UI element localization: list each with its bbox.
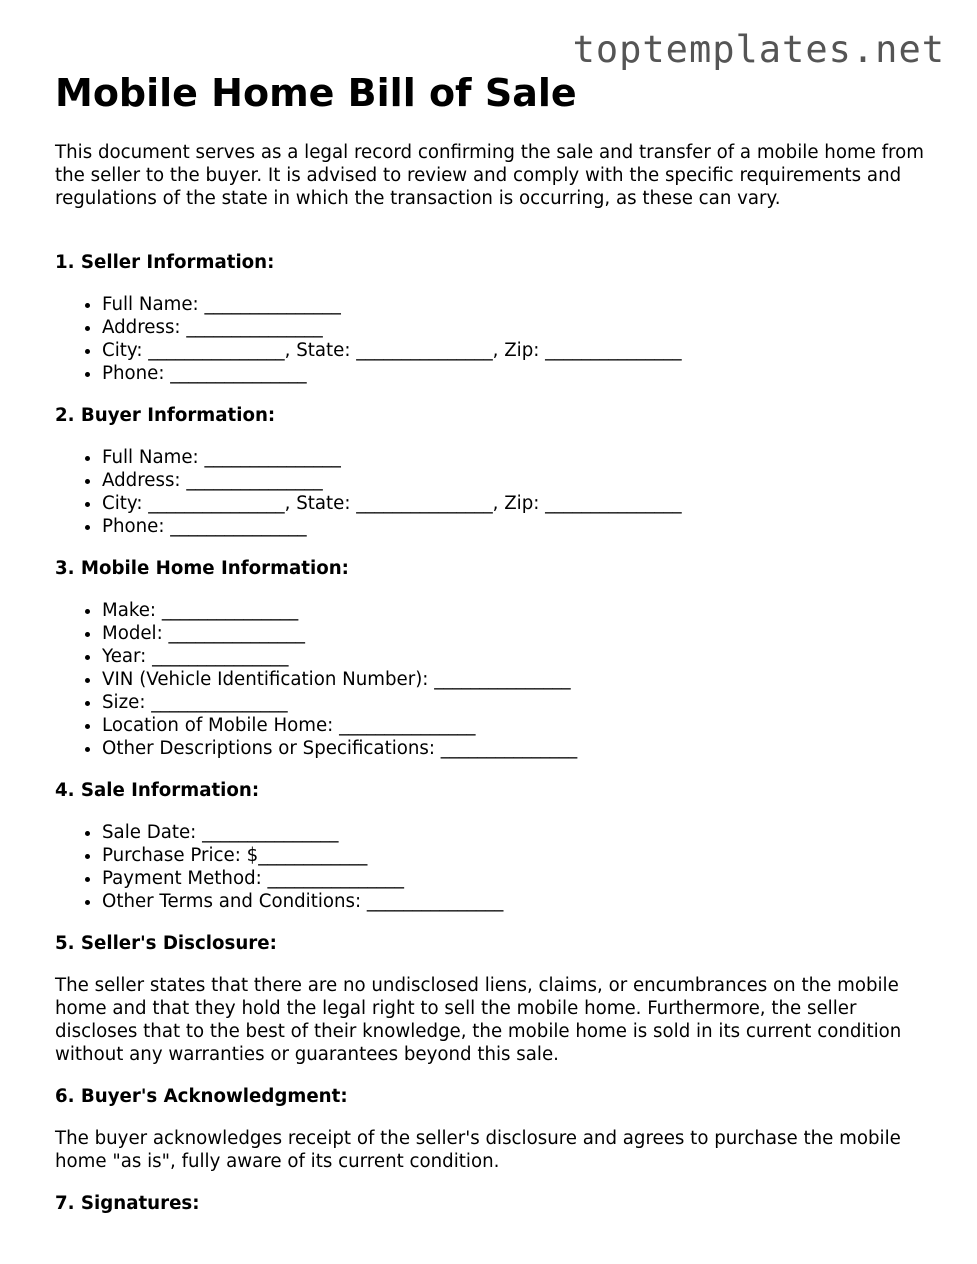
list-item: • Other Terms and Conditions: _______________	[102, 890, 935, 913]
buyers-acknowledgment-section	[55, 1085, 935, 1173]
seller-information-section	[55, 251, 935, 385]
list-item: • Year: _______________	[102, 645, 935, 668]
mobile-home-fields-list	[55, 599, 935, 760]
list-item: • Phone: _______________	[102, 362, 935, 385]
list-item: • Address: _______________	[102, 316, 935, 339]
list-item: • Purchase Price: $____________	[102, 844, 935, 867]
section-heading: 4. Sale Information:	[55, 780, 260, 801]
list-item: • Model: _______________	[102, 622, 935, 645]
section-heading: 5. Seller's Disclosure:	[55, 933, 277, 954]
list-item: • Full Name: _______________	[102, 446, 935, 469]
document-body	[55, 251, 935, 1234]
list-item: • Payment Method: _______________	[102, 867, 935, 890]
disclosure-paragraph: The seller states that there are no undisclosed liens, claims, or encumbrances on the mobile home and that they hold the legal right to sell the mobile home. Furthermore, the seller discloses that to the best of their knowledge, the mobile home is sold in its current condition without any warranties or guarantees beyond this sale.	[55, 975, 902, 1065]
section-heading: 2. Buyer Information:	[55, 405, 276, 426]
list-item: • City: _______________, State: _______________, Zip: _______________	[102, 492, 935, 515]
buyer-fields-list	[55, 446, 935, 538]
section-heading: 6. Buyer's Acknowledgment:	[55, 1086, 348, 1107]
section-heading: 3. Mobile Home Information:	[55, 558, 349, 579]
list-item: • VIN (Vehicle Identification Number): _______________	[102, 668, 935, 691]
intro-paragraph: This document serves as a legal record confirming the sale and transfer of a mobile home from the seller to the buyer. It is advised to review and comply with the specific requirements and regulations of the state in which the transaction is occurring, as these can vary.	[55, 142, 924, 209]
list-item: • Sale Date: _______________	[102, 821, 935, 844]
list-item: • Full Name: _______________	[102, 293, 935, 316]
acknowledgment-paragraph: The buyer acknowledges receipt of the seller's disclosure and agrees to purchase the mobile home "as is", fully aware of its current condition.	[55, 1128, 901, 1172]
list-item: • Phone: _______________	[102, 515, 935, 538]
watermark: toptemplates.net	[572, 28, 945, 71]
list-item: • Location of Mobile Home: _______________	[102, 714, 935, 737]
list-item: • Address: _______________	[102, 469, 935, 492]
list-item: • Other Descriptions or Specifications: _______________	[102, 737, 935, 760]
section-heading: 7. Signatures:	[55, 1193, 200, 1214]
section-heading: 1. Seller Information:	[55, 252, 275, 273]
seller-fields-list	[55, 293, 935, 385]
sale-information-section	[55, 779, 935, 913]
buyer-information-section	[55, 404, 935, 538]
mobile-home-information-section	[55, 557, 935, 760]
sellers-disclosure-section	[55, 932, 935, 1066]
list-item: • Make: _______________	[102, 599, 935, 622]
list-item: • City: _______________, State: _______________, Zip: _______________	[102, 339, 935, 362]
sale-fields-list	[55, 821, 935, 913]
document-title: Mobile Home Bill of Sale	[55, 71, 577, 115]
list-item: • Size: _______________	[102, 691, 935, 714]
signatures-section	[55, 1192, 935, 1215]
